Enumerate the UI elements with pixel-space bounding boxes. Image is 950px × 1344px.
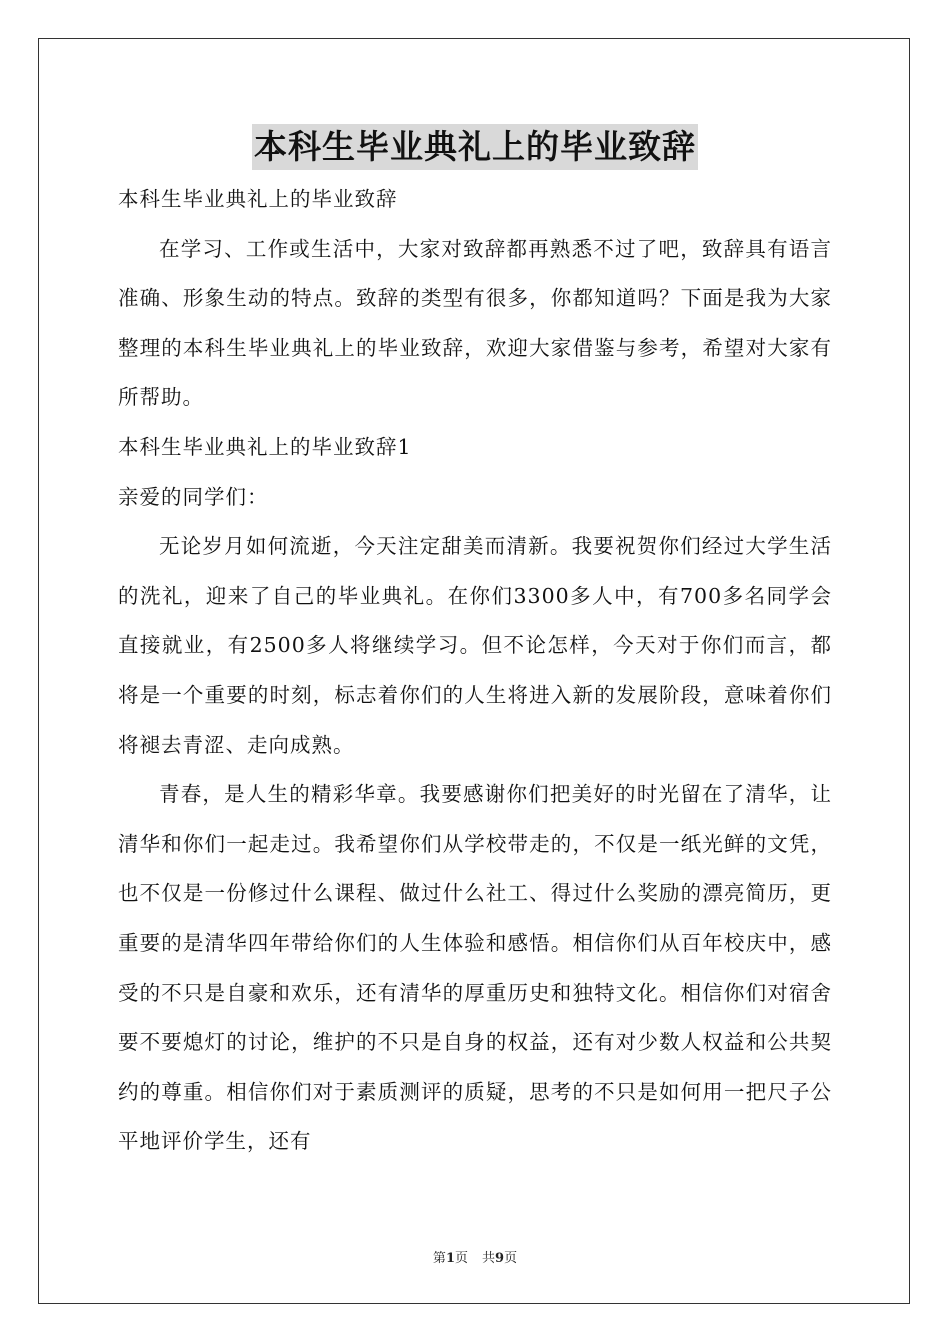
paragraph: 青春，是人生的精彩华章。我要感谢你们把美好的时光留在了清华，让清华和你们一起走过。我希望你们从学校带走的，不仅是一纸光鲜的文凭，也不仅是一份修过什么课程、做过什么社工、得过什么奖励的漂亮简历，更重要的是清华四年带给你们的人生体验和感悟。相信你们从百年校庆中，感受的不只是自豪和欢乐，还有清华的厚重历史和独特文化。相信你们对宿舍要不要熄灯的讨论，维护的不只是自身的权益，还有对少数人权益和公共契约的尊重。相信你们对于素质测评的质疑，思考的不只是如何用一把尺子公平地评价学生，还有	[118, 782, 832, 1154]
footer-page-suffix: 页	[454, 1251, 468, 1266]
document-body	[118, 175, 832, 1167]
page-footer	[0, 1247, 950, 1266]
document-title-text: 本科生毕业典礼上的毕业致辞	[252, 124, 698, 170]
paragraph: 在学习、工作或生活中，大家对致辞都再熟悉不过了吧，致辞具有语言准确、形象生动的特点。致辞的类型有很多，你都知道吗？下面是我为大家整理的本科生毕业典礼上的毕业致辞，欢迎大家借鉴与参考，希望对大家有所帮助。	[118, 236, 832, 410]
footer-total-suffix: 页	[504, 1251, 518, 1266]
footer-page-prefix: 第	[432, 1251, 446, 1266]
paragraph: 亲爱的同学们：	[118, 484, 269, 509]
document-title	[0, 124, 950, 170]
footer-page-total: 9	[495, 1251, 505, 1266]
paragraph: 本科生毕业典礼上的毕业致辞1	[118, 434, 412, 459]
footer-page-current: 1	[445, 1251, 455, 1266]
paragraph: 本科生毕业典礼上的毕业致辞	[118, 187, 398, 211]
footer-total-prefix: 共	[482, 1251, 496, 1266]
paragraph: 无论岁月如何流逝，今天注定甜美而清新。我要祝贺你们经过大学生活的洗礼，迎来了自己的毕业典礼。在你们3300多人中，有700多名同学会直接就业，有2500多人将继续学习。但不论怎样，今天对于你们而言，都将是一个重要的时刻，标志着你们的人生将进入新的发展阶段，意味着你们将褪去青涩、走向成熟。	[118, 534, 832, 757]
